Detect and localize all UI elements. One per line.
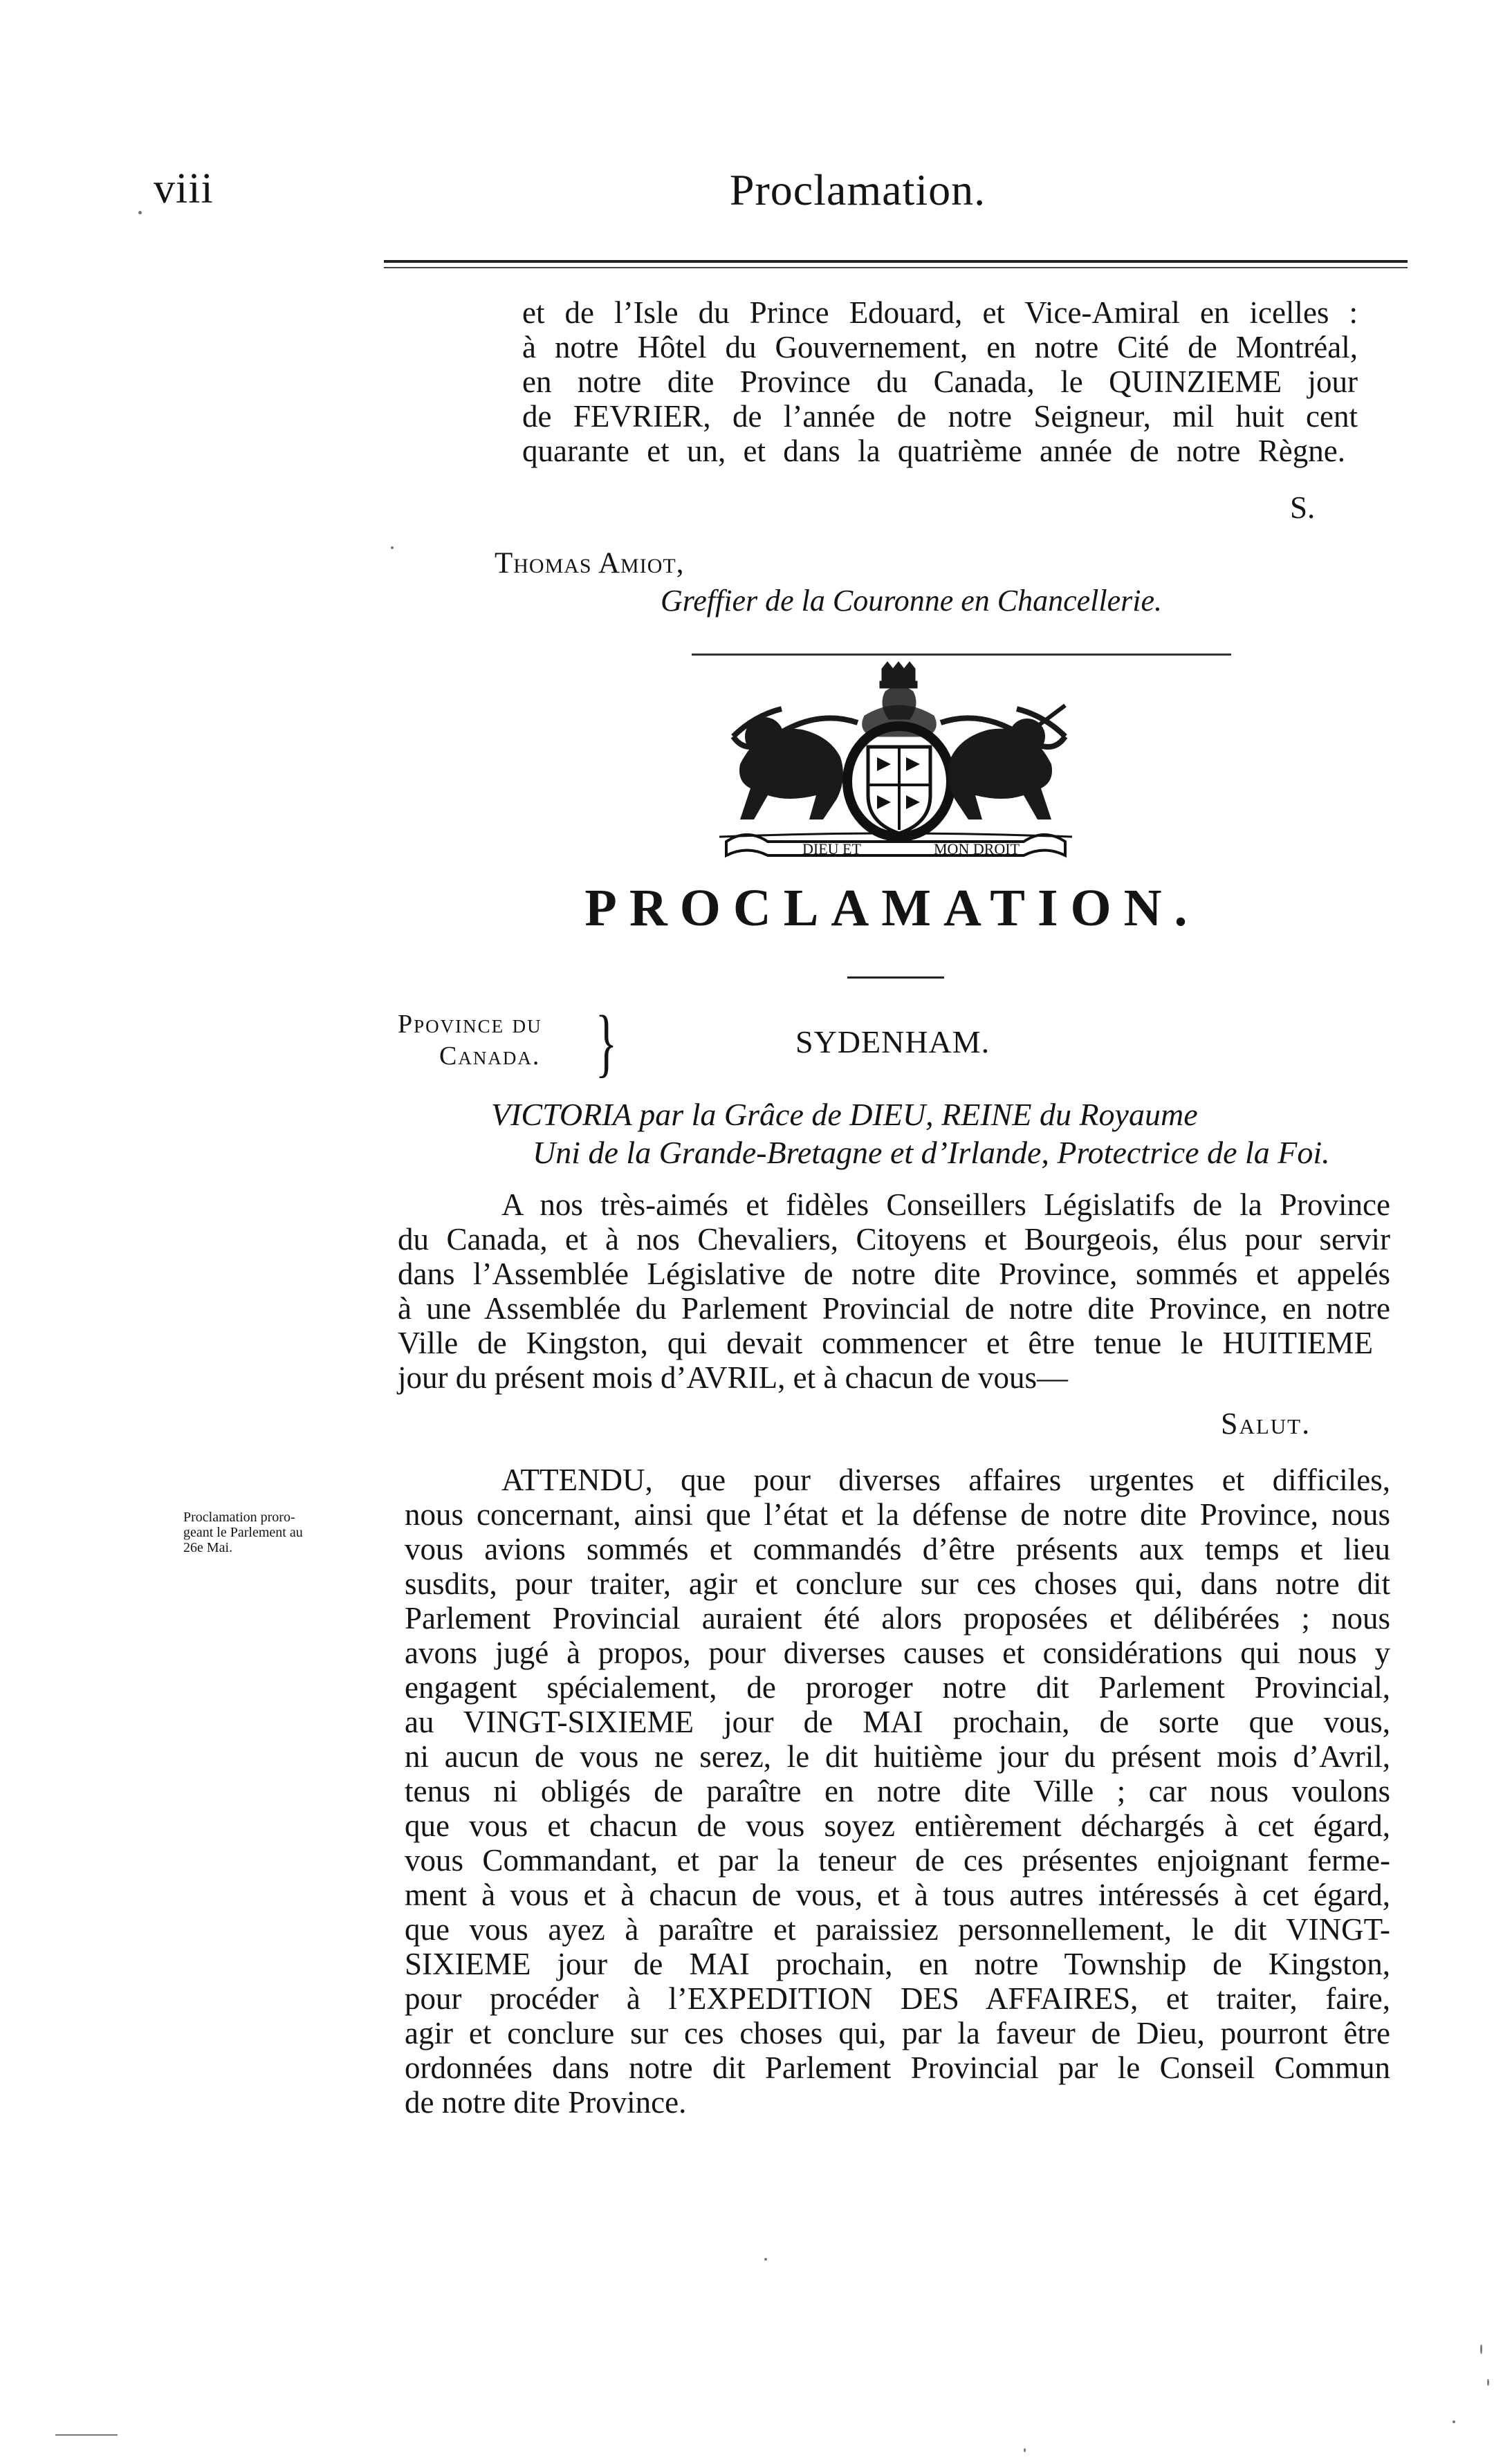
intro-line: de FEVRIER, de l’année de notre Seigneur, mil huit cent xyxy=(522,399,1358,434)
governor-signature: SYDENHAM. xyxy=(795,1024,990,1059)
body-line: que vous et chacun de vous soyez entièrement déchargés à cet égard, xyxy=(405,1808,1390,1843)
clerk-title: Greffier de la Couronne en Chancellerie. xyxy=(661,584,1163,618)
header-rule xyxy=(384,260,1408,263)
scan-speck xyxy=(138,211,142,214)
queen-style-line: VICTORIA par la Grâce de DIEU, REINE du Royaume xyxy=(491,1097,1198,1132)
motto-left: DIEU ET xyxy=(802,840,861,858)
body-line: SIXIEME jour de MAI prochain, en notre Township de Kingston, xyxy=(405,1947,1390,1981)
marginal-note-line: geant le Parlement au xyxy=(183,1525,303,1540)
province-label-line: Ppovince du xyxy=(398,1010,542,1039)
province-label-line: Canada. xyxy=(439,1041,541,1071)
body-line: nous concernant, ainsi que l’état et la défense de notre dite Province, nous xyxy=(405,1497,1390,1532)
body-line: avons jugé à propos, pour diverses causes et considérations qui nous y xyxy=(405,1636,1390,1670)
header-rule-thin xyxy=(384,267,1408,268)
marginal-note xyxy=(183,1510,370,1555)
running-title: Proclamation. xyxy=(729,165,986,214)
body-line: ni aucun de vous ne serez, le dit huitième jour du présent mois d’Avril, xyxy=(405,1739,1390,1774)
scan-speck xyxy=(1480,2344,1482,2354)
marginal-note-line: Proclamation proro- xyxy=(183,1510,295,1525)
scan-speck xyxy=(391,546,394,549)
intro-line: et de l’Isle du Prince Edouard, et Vice-Amiral en icelles : xyxy=(522,295,1358,330)
address-line: du Canada, et à nos Chevaliers, Citoyens et Bourgeois, élus pour servir xyxy=(398,1222,1390,1257)
intro-line: en notre dite Province du Canada, le QUINZIEME jour xyxy=(522,364,1358,399)
scan-speck xyxy=(1024,2448,1026,2452)
address-line: Ville de Kingston, qui devait commencer et être tenue le HUITIEME xyxy=(398,1326,1373,1360)
scan-speck xyxy=(1487,2379,1489,2386)
scan-speck xyxy=(1453,2420,1455,2423)
body-line: vous avions sommés et commandés d’être présents aux temps et lieu xyxy=(405,1532,1390,1566)
province-brace: } xyxy=(595,1000,618,1084)
heading-rule xyxy=(847,976,944,979)
body-line: pour procéder à l’EXPEDITION DES AFFAIRES, et traiter, faire, xyxy=(405,1981,1390,2016)
body-line: vous Commandant, et par la teneur de ces présentes enjoignant ferme- xyxy=(405,1843,1390,1878)
body-line: tenus ni obligés de paraître en notre dite Ville ; car nous voulons xyxy=(405,1774,1390,1808)
proclamation-heading: PROCLAMATION. xyxy=(584,879,1200,937)
salutation: Salut. xyxy=(1221,1407,1311,1441)
marginal-note-line: 26e Mai. xyxy=(183,1540,233,1555)
body-line: que vous ayez à paraître et paraissiez personnellement, le dit VINGT- xyxy=(405,1912,1390,1947)
seal-mark: S. xyxy=(1290,490,1316,525)
intro-line: quarante et un, et dans la quatrième année de notre Règne. xyxy=(522,434,1345,468)
address-line: dans l’Assemblée Législative de notre dite Province, sommés et appelés xyxy=(398,1257,1390,1291)
intro-line: à notre Hôtel du Gouvernement, en notre Cité de Montréal, xyxy=(522,330,1358,364)
body-line: Parlement Provincial auraient été alors proposées et délibérées ; nous xyxy=(405,1601,1390,1636)
body-line: ordonnées dans notre dit Parlement Provincial par le Conseil Commun xyxy=(405,2050,1390,2085)
address-line: A nos très-aimés et fidèles Conseillers Législatifs de la Province xyxy=(501,1187,1390,1222)
body-line: susdits, pour traiter, agir et conclure sur ces choses qui, dans notre dit xyxy=(405,1566,1390,1601)
body-line: au VINGT-SIXIEME jour de MAI prochain, de sorte que vous, xyxy=(405,1705,1390,1739)
scan-speck xyxy=(764,2258,767,2261)
body-line: ment à vous et à chacun de vous, et à tous autres intéressés à cet égard, xyxy=(405,1878,1390,1912)
body-line: agir et conclure sur ces choses qui, par la faveur de Dieu, pourront être xyxy=(405,2016,1390,2050)
page-number: viii xyxy=(154,165,214,212)
address-line: à une Assemblée du Parlement Provincial de notre dite Province, en notre xyxy=(398,1291,1390,1326)
body-line: de notre dite Province. xyxy=(405,2085,687,2120)
body-line: engagent spécialement, de proroger notre dit Parlement Provincial, xyxy=(405,1670,1390,1705)
body-line: ATTENDU, que pour diverses affaires urgentes et difficiles, xyxy=(501,1463,1390,1497)
section-rule xyxy=(692,654,1231,656)
clerk-name: Thomas Amiot, xyxy=(495,547,685,580)
scan-speck xyxy=(55,2434,118,2436)
royal-coat-of-arms-image xyxy=(699,660,1093,868)
province-label xyxy=(398,1008,542,1072)
address-line: jour du présent mois d’AVRIL, et à chacun de vous— xyxy=(398,1360,1068,1395)
queen-style-line: Uni de la Grande-Bretagne et d’Irlande, Protectrice de la Foi. xyxy=(533,1135,1330,1170)
motto-right: MON DROIT xyxy=(934,840,1020,858)
